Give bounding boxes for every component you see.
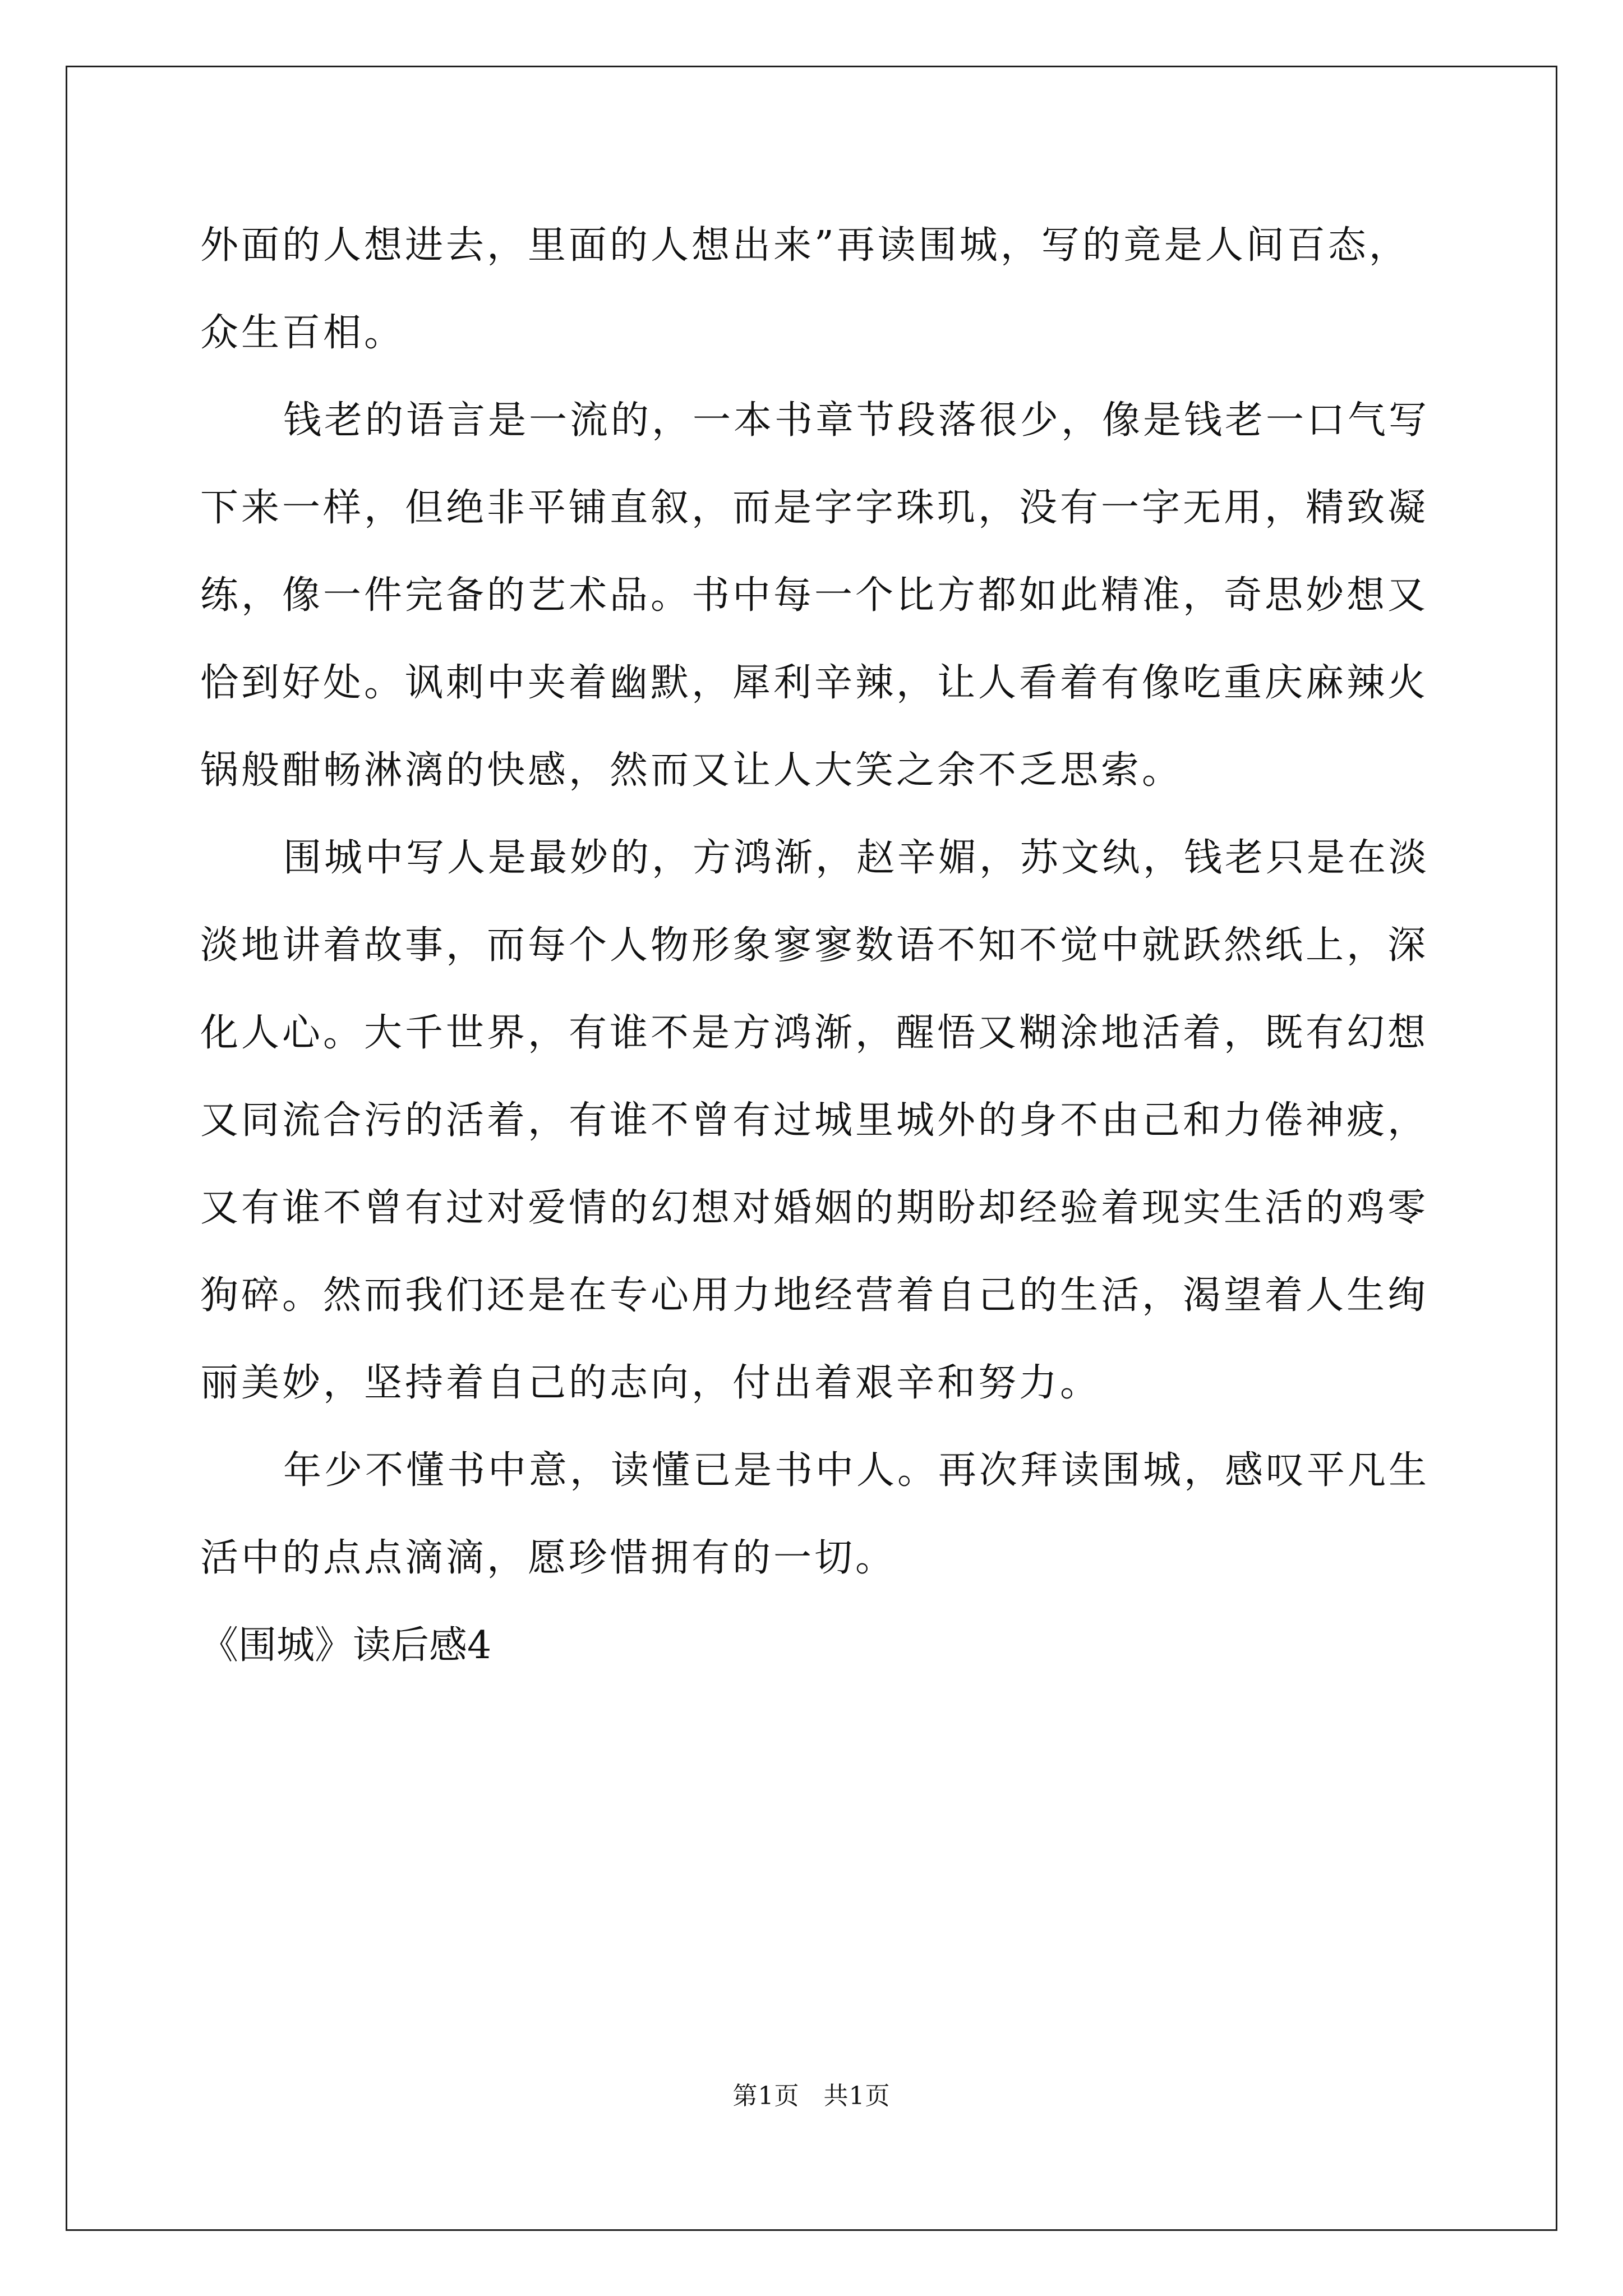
paragraph-3 bbox=[200, 815, 1434, 1427]
text-line: 活中的点点滴滴，愿珍惜拥有的一切。 bbox=[200, 1536, 897, 1580]
text-line: 淡地讲着故事，而每个人物形象寥寥数语不知不觉中就跃然纸上，深 bbox=[200, 923, 1429, 968]
paragraph-1 bbox=[200, 202, 1434, 377]
text-line: 外面的人想进去，里面的人想出来”再读围城，写的竟是人间百态， bbox=[200, 223, 1410, 268]
page-number-current: 第1页 bbox=[732, 2082, 800, 2110]
text-line: 丽美妙，坚持着自己的志向，付出着艰辛和努力。 bbox=[200, 1361, 1101, 1405]
text-line: 恰到好处。讽刺中夹着幽默，犀利辛辣，让人看着有像吃重庆麻辣火 bbox=[200, 661, 1429, 705]
text-line: 锅般酣畅淋漓的快感，然而又让人大笑之余不乏思索。 bbox=[200, 748, 1183, 793]
paragraph-4 bbox=[200, 1427, 1434, 1602]
text-line: 下来一样，但绝非平铺直叙，而是字字珠玑，没有一字无用，精致凝 bbox=[200, 486, 1429, 530]
text-line: 钱老的语言是一流的，一本书章节段落很少，像是钱老一口气写 bbox=[283, 398, 1430, 443]
text-line: 年少不懂书中意，读懂已是书中人。再次拜读围城，感叹平凡生 bbox=[283, 1448, 1430, 1493]
paragraph-2 bbox=[200, 377, 1434, 815]
text-line: 练，像一件完备的艺术品。书中每一个比方都如此精准，奇思妙想又 bbox=[200, 573, 1429, 618]
text-line: 化人心。大千世界，有谁不是方鸿渐，醒悟又糊涂地活着，既有幻想 bbox=[200, 1011, 1429, 1055]
page-number-total: 共1页 bbox=[823, 2082, 891, 2110]
text-line: 又有谁不曾有过对爱情的幻想对婚姻的期盼却经验着现实生活的鸡零 bbox=[200, 1186, 1429, 1230]
document-body bbox=[200, 202, 1434, 1690]
page-footer bbox=[0, 2076, 1623, 2111]
section-heading: 《围城》读后感4 bbox=[200, 1623, 492, 1668]
text-line: 围城中写人是最妙的，方鸿渐，赵辛媚，苏文纨，钱老只是在淡 bbox=[283, 836, 1430, 880]
text-line: 又同流合污的活着，有谁不曾有过城里城外的身不由己和力倦神疲， bbox=[200, 1098, 1429, 1143]
text-line: 众生百相。 bbox=[200, 311, 405, 355]
text-line: 狗碎。然而我们还是在专心用力地经营着自己的生活，渴望着人生绚 bbox=[200, 1273, 1429, 1318]
